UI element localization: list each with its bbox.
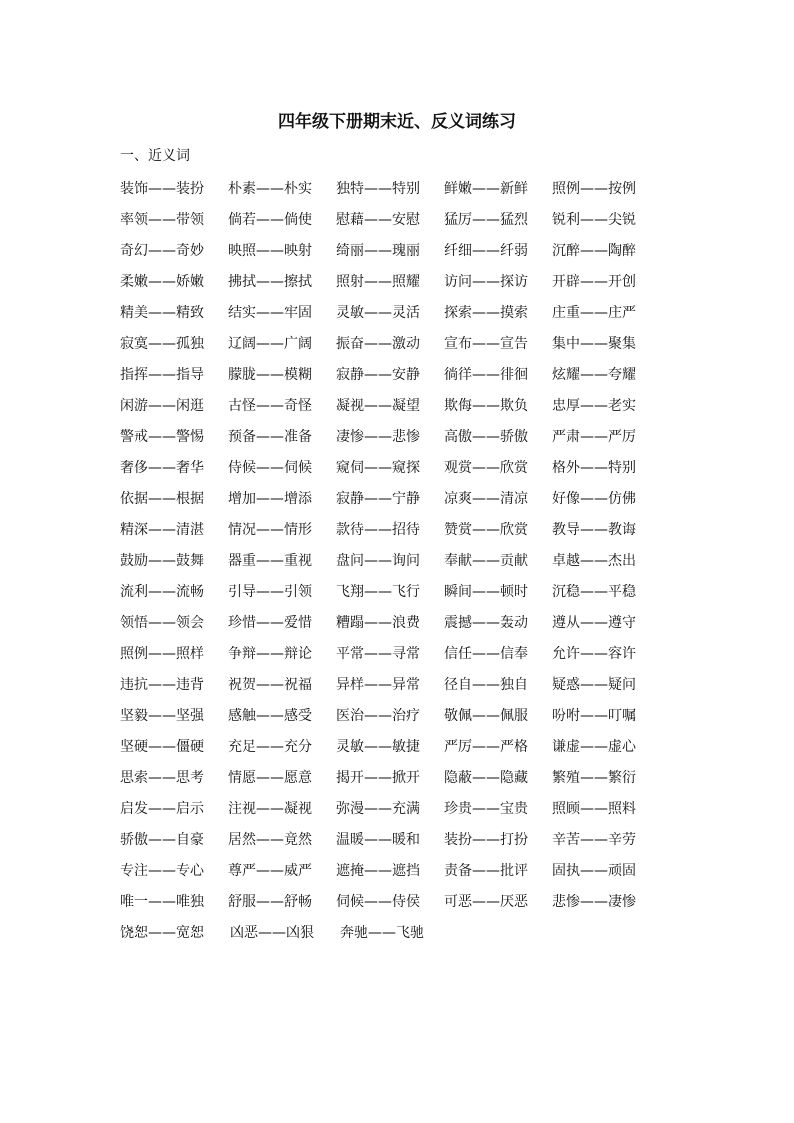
pair-row <box>120 389 660 420</box>
word-pair: 装扮——打扮 <box>444 831 528 848</box>
word-pair: 格外——特别 <box>552 459 636 476</box>
word-pair: 珍贵——宝贵 <box>444 800 528 817</box>
pair-row <box>120 172 660 203</box>
word-pair: 鲜嫩——新鲜 <box>444 180 528 197</box>
word-pair: 朴素——朴实 <box>228 180 312 197</box>
word-pair: 严厉——严格 <box>444 738 528 755</box>
pair-row <box>120 327 660 358</box>
word-pair: 遮掩——遮挡 <box>336 862 420 879</box>
word-pair: 教导——教诲 <box>552 521 636 538</box>
word-pair: 拂拭——擦拭 <box>228 273 312 290</box>
word-pair: 飞翔——飞行 <box>336 583 420 600</box>
word-pair: 沉醉——陶醉 <box>552 242 636 259</box>
pair-row <box>120 482 660 513</box>
word-pair: 凝视——凝望 <box>336 397 420 414</box>
word-pair: 好像——仿佛 <box>552 490 636 507</box>
word-pair: 奉献——贡献 <box>444 552 528 569</box>
word-pair: 信任——信奉 <box>444 645 528 662</box>
pair-row <box>120 265 660 296</box>
pair-row <box>120 637 660 668</box>
word-pair: 侍候——伺候 <box>228 459 312 476</box>
pair-row <box>120 358 660 389</box>
pair-row <box>120 544 660 575</box>
word-pair: 情况——情形 <box>228 521 312 538</box>
word-pair: 遵从——遵守 <box>552 614 636 631</box>
word-pair: 灵敏——敏捷 <box>336 738 420 755</box>
word-pair: 违抗——违背 <box>120 676 204 693</box>
word-pair: 依据——根据 <box>120 490 204 507</box>
word-pair: 流利——流畅 <box>120 583 204 600</box>
word-pair: 坚毅——坚强 <box>120 707 204 724</box>
pair-row <box>120 203 660 234</box>
word-pair: 绮丽——瑰丽 <box>336 242 420 259</box>
word-pair: 可恶——厌恶 <box>444 893 528 910</box>
word-pair: 骄傲——自豪 <box>120 831 204 848</box>
pair-row <box>120 451 660 482</box>
word-pair: 锐利——尖锐 <box>552 211 636 228</box>
pair-row <box>120 606 660 637</box>
word-pair: 引导——引领 <box>228 583 312 600</box>
word-pair: 朦胧——模糊 <box>228 366 312 383</box>
word-pair: 思索——思考 <box>120 769 204 786</box>
word-pair: 赞赏——欣赏 <box>444 521 528 538</box>
word-pair: 奢侈——奢华 <box>120 459 204 476</box>
word-pair: 精美——精致 <box>120 304 204 321</box>
word-pair: 观赏——欣赏 <box>444 459 528 476</box>
word-pair: 忠厚——老实 <box>552 397 636 414</box>
pair-row <box>120 575 660 606</box>
word-pair: 欺侮——欺负 <box>444 397 528 414</box>
word-pair: 珍惜——爱惜 <box>228 614 312 631</box>
word-pair: 异样——异常 <box>336 676 420 693</box>
word-pair: 庄重——庄严 <box>552 304 636 321</box>
word-pair: 警戒——警惕 <box>120 428 204 445</box>
word-pair: 揭开——掀开 <box>336 769 420 786</box>
word-pair: 振奋——激动 <box>336 335 420 352</box>
word-pair: 谦虚——虚心 <box>552 738 636 755</box>
word-pair: 宣布——宣告 <box>444 335 528 352</box>
word-pair: 卓越——杰出 <box>552 552 636 569</box>
word-pair: 照例——按例 <box>552 180 636 197</box>
word-pair: 吩咐——叮嘱 <box>552 707 636 724</box>
word-pair: 预备——准备 <box>228 428 312 445</box>
pair-row <box>120 885 660 916</box>
word-pair: 装饰——装扮 <box>120 180 204 197</box>
word-pair: 弥漫——充满 <box>336 800 420 817</box>
word-pair: 结实——牢固 <box>228 304 312 321</box>
word-pair: 糟蹋——浪费 <box>336 614 420 631</box>
word-pair: 允许——容许 <box>552 645 636 662</box>
pair-row <box>120 699 660 730</box>
word-pair-grid <box>120 172 660 947</box>
word-pair: 注视——凝视 <box>228 800 312 817</box>
pair-row <box>120 296 660 327</box>
word-pair: 集中——聚集 <box>552 335 636 352</box>
word-pair: 祝贺——祝福 <box>228 676 312 693</box>
word-pair: 情愿——愿意 <box>228 769 312 786</box>
word-pair: 舒服——舒畅 <box>228 893 312 910</box>
word-pair: 窥伺——窥探 <box>336 459 420 476</box>
word-pair: 凄惨——悲惨 <box>336 428 420 445</box>
word-pair: 敬佩——佩服 <box>444 707 528 724</box>
word-pair: 照例——照样 <box>120 645 204 662</box>
word-pair: 鼓励——鼓舞 <box>120 552 204 569</box>
pair-row <box>120 823 660 854</box>
word-pair: 率领——带领 <box>120 211 204 228</box>
word-pair: 悲惨——凄惨 <box>552 893 636 910</box>
word-pair: 奇幻——奇妙 <box>120 242 204 259</box>
pair-row <box>120 916 660 947</box>
word-pair: 疑惑——疑问 <box>552 676 636 693</box>
word-pair: 领悟——领会 <box>120 614 204 631</box>
word-pair: 坚硬——僵硬 <box>120 738 204 755</box>
word-pair: 严肃——严厉 <box>552 428 636 445</box>
word-pair: 辛苦——辛劳 <box>552 831 636 848</box>
word-pair: 盘问——询问 <box>336 552 420 569</box>
word-pair: 倘若——倘使 <box>228 211 312 228</box>
word-pair: 责备——批评 <box>444 862 528 879</box>
word-pair: 纤细——纤弱 <box>444 242 528 259</box>
word-pair: 寂寞——孤独 <box>120 335 204 352</box>
word-pair: 温暖——暖和 <box>336 831 420 848</box>
word-pair: 访问——探访 <box>444 273 528 290</box>
word-pair: 高傲——骄傲 <box>444 428 528 445</box>
word-pair: 隐蔽——隐藏 <box>444 769 528 786</box>
word-pair: 开辟——开创 <box>552 273 636 290</box>
pair-row <box>120 730 660 761</box>
word-pair: 沉稳——平稳 <box>552 583 636 600</box>
word-pair: 感触——感受 <box>228 707 312 724</box>
word-pair: 慰藉——安慰 <box>336 211 420 228</box>
word-pair: 独特——特别 <box>336 180 420 197</box>
word-pair: 唯一——唯独 <box>120 893 204 910</box>
word-pair: 徜徉——徘徊 <box>444 366 528 383</box>
word-pair: 照顾——照料 <box>552 800 636 817</box>
word-pair: 繁殖——繁衍 <box>552 769 636 786</box>
word-pair: 固执——顽固 <box>552 862 636 879</box>
word-pair: 奔驰——飞驰 <box>340 924 424 941</box>
word-pair: 充足——充分 <box>228 738 312 755</box>
word-pair: 尊严——威严 <box>228 862 312 879</box>
word-pair: 伺候——侍侯 <box>336 893 420 910</box>
pair-row <box>120 420 660 451</box>
word-pair: 医治——治疗 <box>336 707 420 724</box>
section-heading: 一、近义词 <box>120 148 190 164</box>
word-pair: 饶恕——宽恕 <box>120 924 204 941</box>
word-pair: 猛厉——猛烈 <box>444 211 528 228</box>
word-pair: 增加——增添 <box>228 490 312 507</box>
word-pair: 辽阔——广阔 <box>228 335 312 352</box>
word-pair: 映照——映射 <box>228 242 312 259</box>
pair-row <box>120 854 660 885</box>
word-pair: 古怪——奇怪 <box>228 397 312 414</box>
word-pair: 寂静——安静 <box>336 366 420 383</box>
word-pair: 探索——摸索 <box>444 304 528 321</box>
word-pair: 凶恶——凶狠 <box>230 924 314 941</box>
pair-row <box>120 792 660 823</box>
word-pair: 器重——重视 <box>228 552 312 569</box>
word-pair: 争辩——辩论 <box>228 645 312 662</box>
word-pair: 照射——照耀 <box>336 273 420 290</box>
word-pair: 闲游——闲逛 <box>120 397 204 414</box>
word-pair: 凉爽——清凉 <box>444 490 528 507</box>
word-pair: 平常——寻常 <box>336 645 420 662</box>
word-pair: 居然——竟然 <box>228 831 312 848</box>
word-pair: 指挥——指导 <box>120 366 204 383</box>
word-pair: 寂静——宁静 <box>336 490 420 507</box>
word-pair: 款待——招待 <box>336 521 420 538</box>
pair-row <box>120 513 660 544</box>
pair-row <box>120 761 660 792</box>
word-pair: 柔嫩——娇嫩 <box>120 273 204 290</box>
word-pair: 启发——启示 <box>120 800 204 817</box>
page-title: 四年级下册期末近、反义词练习 <box>278 112 516 132</box>
pair-row <box>120 668 660 699</box>
word-pair: 专注——专心 <box>120 862 204 879</box>
word-pair: 炫耀——夸耀 <box>552 366 636 383</box>
pair-row <box>120 234 660 265</box>
word-pair: 震撼——轰动 <box>444 614 528 631</box>
word-pair: 精深——清湛 <box>120 521 204 538</box>
word-pair: 瞬间——顿时 <box>444 583 528 600</box>
word-pair: 径自——独自 <box>444 676 528 693</box>
word-pair: 灵敏——灵活 <box>336 304 420 321</box>
